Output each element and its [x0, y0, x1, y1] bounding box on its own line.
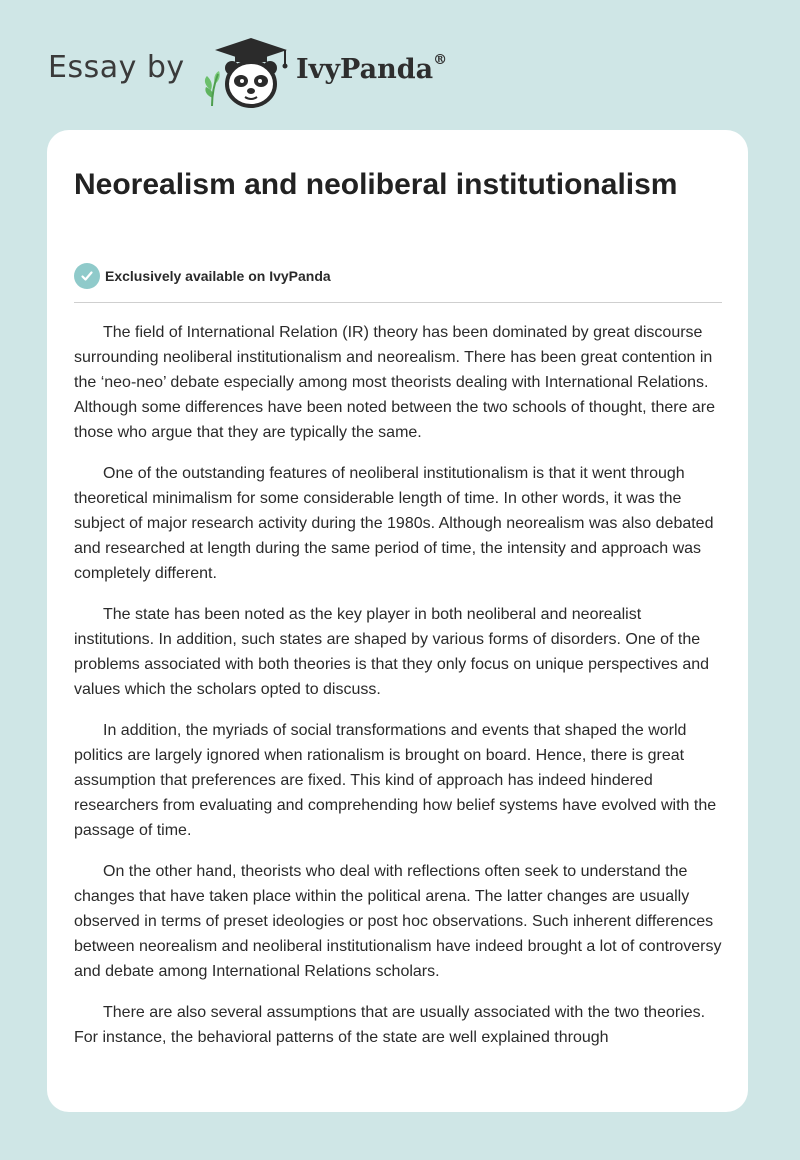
paragraph: On the other hand, theorists who deal with reflections often seek to understand the changes that have taken place within the political arena. The latter changes are usually observed in terms of preset ideologies or post hoc observations. Such inherent differences between neorealism and neoliberal institutionalism have indeed brought a lot of controversy and debate among International Relations scholars.: [74, 863, 722, 980]
essay-body: [74, 320, 724, 1066]
essay-card: [47, 130, 748, 1112]
paragraph: The field of International Relation (IR) theory has been dominated by great discourse surrounding neoliberal institutionalism and neorealism. There has been great contention in the ‘neo-neo’ debate especially among most theorists dealing with International Relations. Although some differences have been noted between the two schools of thought, there are those who argue that they are typically the same.: [74, 324, 716, 441]
divider: [74, 302, 722, 303]
brand-name[interactable]: IvyPanda®: [296, 52, 448, 85]
site-header: [48, 34, 548, 114]
essay-by-label: Essay by: [48, 50, 185, 85]
paragraph: In addition, the myriads of social transformations and events that shaped the world politics are largely ignored when rationalism is brought on board. Hence, there is great assumption that preferences are fixed. This kind of approach has indeed hindered researchers from evaluating and comprehending how belief systems have evolved with the passage of time.: [74, 722, 717, 839]
paragraph: There are also several assumptions that are usually associated with the two theories. For instance, the behavioral patterns of the state are well explained through: [74, 1004, 706, 1046]
paragraph: The state has been noted as the key player in both neoliberal and neorealist institutions. In addition, such states are shaped by various forms of disorders. One of the problems associated with both theories is that they only focus on unique perspectives and values which the scholars opted to discuss.: [74, 606, 710, 698]
page-title: Neorealism and neoliberal institutionalism: [74, 168, 678, 201]
registered-mark: ®: [433, 52, 448, 68]
badge-label: Exclusively available on IvyPanda: [105, 268, 331, 284]
panda-graduate-logo-icon[interactable]: [201, 36, 293, 110]
exclusive-badge: [74, 263, 331, 289]
check-icon: [74, 263, 100, 289]
paragraph: One of the outstanding features of neoliberal institutionalism is that it went through theoretical minimalism for some considerable length of time. In other words, it was the subject of major research activity during the 1980s. Although neorealism was also debated and researched at length during the same period of time, the intensity and approach was completely different.: [74, 465, 714, 582]
